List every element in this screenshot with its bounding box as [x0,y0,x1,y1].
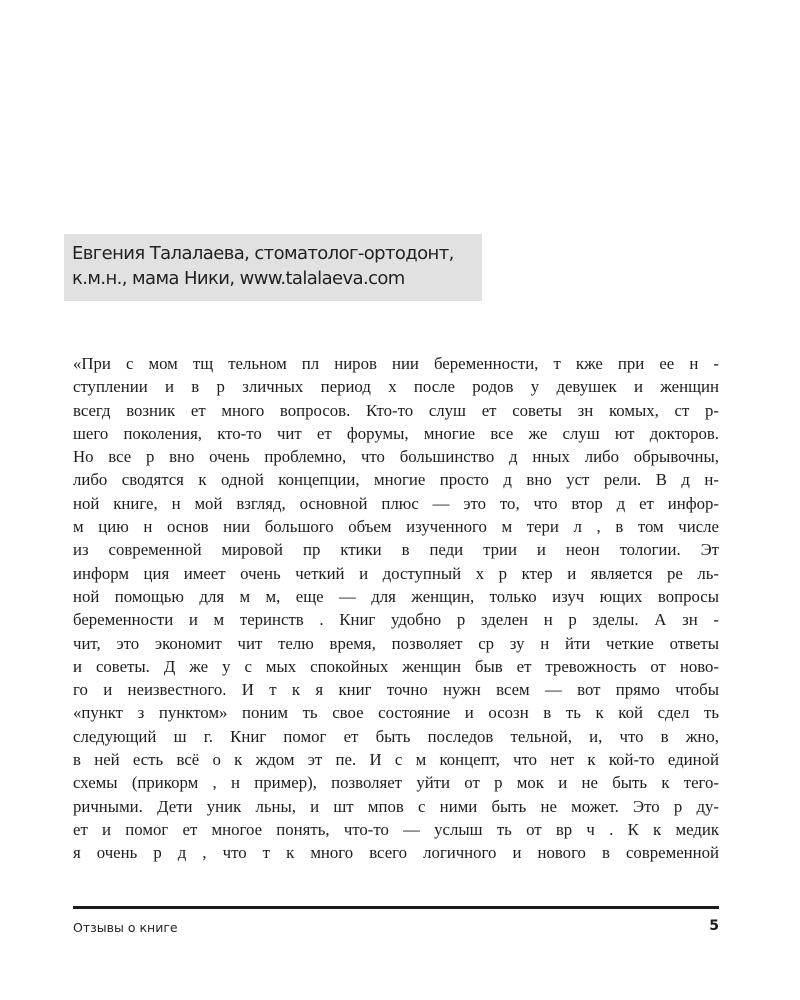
review-line: Но все р вно очень проблемно, что большинство д нных либо обрывочны, [73,447,719,467]
review-line: ной книге, н мой взгляд, основной плюс — это то, что втор д ет инфор- [73,493,719,513]
review-line: шего поколения, кто-то чит ет форумы, многие все же слуш ют докторов. [73,423,719,443]
author-attribution-box [64,234,482,301]
review-line: схемы (прикорм , н пример), позволяет уйти от р мок и не быть к тего- [73,773,719,793]
author-name-line: Евгения Талалаева, стоматолог-ортодонт, [72,243,454,264]
review-line: м цию н основ нии большого объем изученного м тери л , в том числе [73,517,719,537]
review-line: чит, это экономит чит телю время, позволяет ср зу н йти четкие ответы [73,633,719,653]
footer-section-label: Отзывы о книге [73,920,178,935]
review-line: ступлении и в р зличных период х после родов у девушек и женщин [73,377,719,397]
review-line: всегд возник ет много вопросов. Кто-то слуш ет советы зн комых, ст р- [73,400,719,420]
review-line: в ней есть всё о к ждом эт пе. И с м концепт, что нет к кой-то единой [73,750,719,770]
review-line: и советы. Д же у с мых спокойных женщин быв ет тревожность от ново- [73,656,719,676]
review-line: ричными. Дети уник льны, и шт мпов с ними быть не может. Это р ду- [73,796,719,816]
review-line: ет и помог ет многое понять, что-то — услыш ть от вр ч . К к медик [73,819,719,839]
review-line: «пункт з пунктом» поним ть свое состояние и осозн в ть к кой сдел ть [73,703,719,723]
page-number: 5 [709,918,719,934]
review-line: информ ция имеет очень четкий и доступный х р ктер и является ре ль- [73,563,719,583]
review-line: из современной мировой пр ктики в педи трии и неон тологии. Эт [73,540,719,560]
review-line: либо сводятся к одной концепции, многие просто д вно уст рели. В д н- [73,470,719,490]
review-line: я очень р д , что т к много всего логичного и нового в современной [73,843,719,863]
review-line: ной помощью для м м, еще — для женщин, только изуч ющих вопросы [73,586,719,606]
review-line: го и неизвестного. И т к я книг точно нужн всем — вот прямо чтобы [73,680,719,700]
review-line: «При с мом тщ тельном пл ниров нии беременности, т кже при ее н - [73,354,719,373]
footer-divider [73,906,719,909]
author-credentials-line: к.м.н., мама Ники, www.talalaeva.com [72,268,405,289]
review-line: следующий ш г. Книг помог ет быть последов тельной, и, что в жно, [73,726,719,746]
review-line: беременности и м теринств . Книг удобно р зделен н р зделы. А зн - [73,610,719,630]
review-text [73,352,719,865]
